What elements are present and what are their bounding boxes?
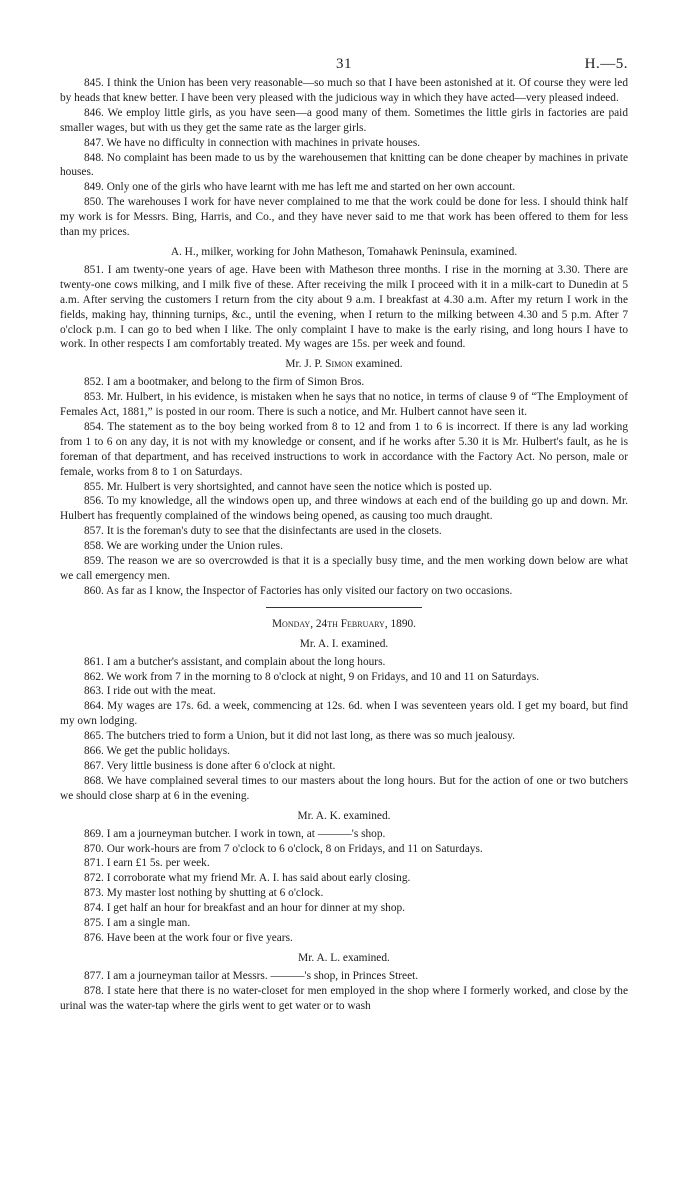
witness-heading xyxy=(60,357,628,372)
witness-heading-name: Simon xyxy=(325,358,353,371)
testimony-paragraph-863: 863. I ride out with the meat. xyxy=(84,685,216,698)
testimony-paragraph-875: 875. I am a single man. xyxy=(84,917,191,930)
testimony-section-a-i xyxy=(60,617,628,804)
testimony-section-a-l xyxy=(60,951,628,1014)
testimony-paragraph-874: 874. I get half an hour for breakfast and an hour for dinner at my shop. xyxy=(84,902,405,915)
page-header xyxy=(60,0,628,76)
testimony-paragraph-870: 870. Our work-hours are from 7 o'clock to 6 o'clock, 8 on Fridays, and 11 on Saturdays. xyxy=(84,842,483,855)
testimony-paragraph-845: 845. I think the Union has been very reasonable—so much so that I have been astonished at it. Of course they were led by heads that knew better. I have been very pleased with the judicious way in which they have acted—very pleased indeed. xyxy=(60,77,628,104)
testimony-paragraph-854: 854. The statement as to the boy being worked from 8 to 12 and from 1 to 6 is incorrect. If there is any lad working from 1 to 6 on any day, it is not with my knowledge or consent, and if he works after 5.30 it is Mr. Hulbert's fault, as he is foreman of that department, and has received instructions to work in accordance with the Factory Act. No person, male or female, works from 8 to 1 on Saturdays. xyxy=(60,420,628,478)
testimony-paragraph-851: 851. I am twenty-one years of age. Have been with Matheson three months. I rise in the morning at 3.30. There are twenty-one cows milking, and I milk five of these. After receiving the milk I proceed with it in a milk-cart to Dunedin at 5 a.m. After serving the customers I return from the city about 9 a.m. I breakfast at 4.30 a.m. After my return I work in the fields, making hay, thinning turnips, &c., until the evening, when I return to the milking between 4.30 and 5 p.m. After 7 o'clock p.m. I can go to bed when I like. The only complaint I have to make is the early rising, and long hours I have to work. In other respects I am comfortably treated. My wages are 15s. per week and found. xyxy=(60,263,628,351)
testimony-section-continued xyxy=(60,76,628,240)
testimony-paragraph-856: 856. To my knowledge, all the windows open up, and three windows at each end of the building go up and down. Mr. Hulbert has frequently complained of the windows being opened, as causing too much draught. xyxy=(60,495,628,523)
witness-heading: Mr. A. L. examined. xyxy=(298,951,390,964)
witness-heading: A. H., milker, working for John Matheson, Tomahawk Peninsula, examined. xyxy=(170,245,518,258)
testimony-paragraph-867: 867. Very little business is done after 6 o'clock at night. xyxy=(84,759,336,772)
testimony-paragraph-849: 849. Only one of the girls who have learnt with me has left me and started on her own account. xyxy=(84,181,516,194)
testimony-paragraph-876: 876. Have been at the work four or five years. xyxy=(84,931,293,944)
testimony-paragraph-847: 847. We have no difficulty in connection with machines in private houses. xyxy=(84,136,421,149)
witness-heading-prefix: Mr. J. P. xyxy=(285,358,323,371)
testimony-paragraph-872: 872. I corroborate what my friend Mr. A. I. has said about early closing. xyxy=(84,872,411,885)
testimony-paragraph-865: 865. The butchers tried to form a Union, but it did not last long, as there was so much jealousy. xyxy=(84,730,515,743)
testimony-paragraph-877: 877. I am a journeyman tailor at Messrs. ———'s shop, in Princes Street. xyxy=(84,969,419,982)
testimony-paragraph-855: 855. Mr. Hulbert is very shortsighted, and cannot have seen the notice which is posted up. xyxy=(84,480,492,493)
testimony-paragraph-852: 852. I am a bootmaker, and belong to the firm of Simon Bros. xyxy=(84,376,365,389)
testimony-paragraph-861: 861. I am a butcher's assistant, and complain about the long hours. xyxy=(84,655,386,668)
testimony-paragraph-859: 859. The reason we are so overcrowded is that it is a specially busy time, and the men working down below are what we call emergency men. xyxy=(60,555,628,582)
testimony-paragraph-866: 866. We get the public holidays. xyxy=(84,745,231,758)
session-date: Monday, 24th February, 1890. xyxy=(271,617,417,630)
testimony-paragraph-869: 869. I am a journeyman butcher. I work in town, at ———'s shop. xyxy=(84,827,386,840)
testimony-paragraph-873: 873. My master lost nothing by shutting at 6 o'clock. xyxy=(84,887,324,900)
page-number: 31 xyxy=(336,56,352,72)
testimony-paragraph-878: 878. I state here that there is no water-closet for men employed in the shop where I formerly worked, and close by the urinal was the water-tap where the girls went to get water or to wash xyxy=(60,984,628,1012)
testimony-paragraph-858: 858. We are working under the Union rules. xyxy=(84,540,283,553)
testimony-paragraph-871: 871. I earn £1 5s. per week. xyxy=(84,857,210,870)
testimony-paragraph-862: 862. We work from 7 in the morning to 8 o'clock at night, 9 on Fridays, and 10 and 11 on Saturdays. xyxy=(84,670,540,683)
testimony-section-a-k xyxy=(60,809,628,946)
testimony-paragraph-846: 846. We employ little girls, as you have seen—a good many of them. Sometimes the little girls in factories are paid smaller wages, but with us they get the same rate as the larger girls. xyxy=(60,106,628,134)
testimony-paragraph-850: 850. The warehouses I work for have never complained to me that the work could be done for less. I should think half my work is for Messrs. Bing, Harris, and Co., and they have never said to me that work has been offered to them for less than my prices. xyxy=(60,196,628,239)
testimony-paragraph-868: 868. We have complained several times to our masters about the long hours. But for the action of one or two butchers we should close sharp at 6 in the evening. xyxy=(60,774,628,802)
document-code: H.—5. xyxy=(584,56,628,72)
testimony-paragraph-853: 853. Mr. Hulbert, in his evidence, is mistaken when he says that no notice, in terms of clause 9 of “The Employment of Females Act, 1881,” is posted in our room. There is such a notice, and Mr. Hulbert cannot have seen it. xyxy=(60,391,628,419)
testimony-paragraph-857: 857. It is the foreman's duty to see that the disinfectants are used in the closets. xyxy=(84,525,442,538)
testimony-paragraph-860: 860. As far as I know, the Inspector of Factories has only visited our factory on two occasions. xyxy=(84,584,513,597)
witness-heading: Mr. A. I. examined. xyxy=(299,637,389,650)
section-divider xyxy=(266,607,422,608)
witness-heading: Mr. A. K. examined. xyxy=(297,809,391,822)
testimony-section-a-h xyxy=(60,245,628,352)
witness-heading-suffix: examined. xyxy=(355,358,403,371)
testimony-section-simon xyxy=(60,357,628,599)
testimony-paragraph-848: 848. No complaint has been made to us by the warehousemen that knitting can be done cheaper by machines in private houses. xyxy=(60,151,628,179)
testimony-paragraph-864: 864. My wages are 17s. 6d. a week, commencing at 12s. 6d. when I was seventeen years old. I get my board, but find my own lodging. xyxy=(60,700,628,728)
